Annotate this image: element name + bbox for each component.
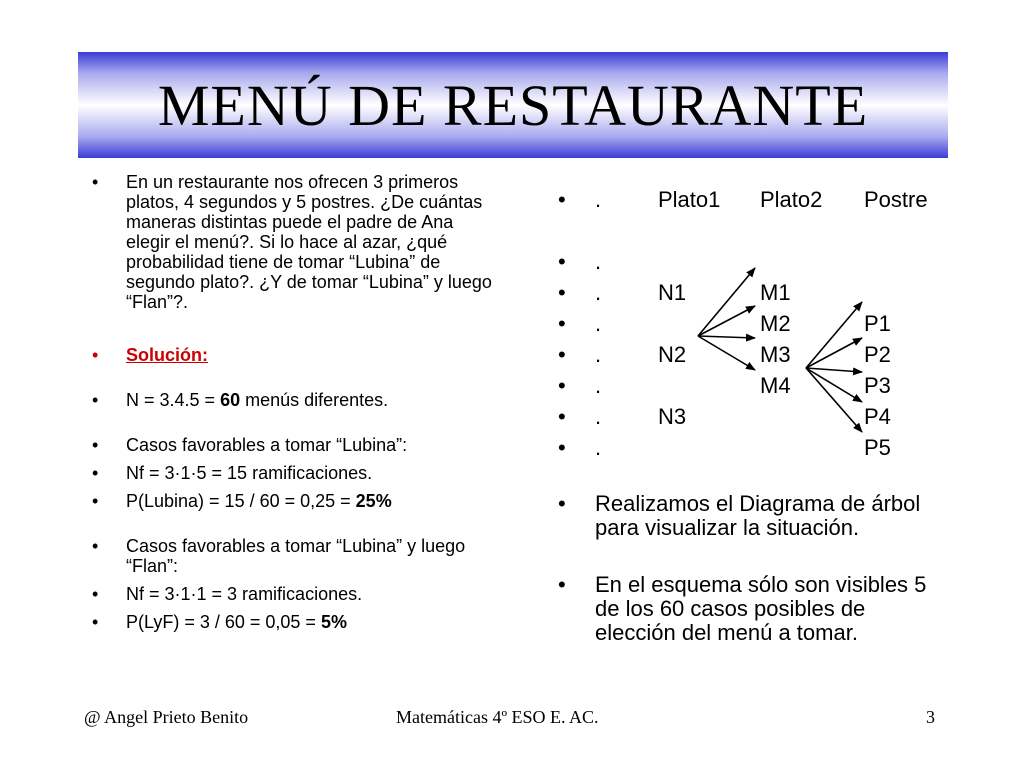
node-n2: N2 xyxy=(658,342,687,367)
row-dot: . xyxy=(595,373,602,398)
note-diagram xyxy=(558,492,948,540)
node-n3: N3 xyxy=(658,404,687,429)
bullet: • xyxy=(558,187,566,212)
bullet: • xyxy=(558,373,566,398)
bullet: • xyxy=(558,342,566,367)
bullet: • xyxy=(558,491,566,516)
note-text: Realizamos el Diagrama de árbol para visualizar la situación. xyxy=(595,491,921,540)
bullet: • xyxy=(558,404,566,429)
row-dot: . xyxy=(595,311,602,336)
bullet: • xyxy=(558,572,566,597)
solution-heading xyxy=(92,345,502,365)
diagram-row xyxy=(558,432,958,463)
node-m1: M1 xyxy=(760,280,791,305)
bullet: • xyxy=(92,345,99,365)
problem-statement xyxy=(92,172,502,312)
case1-p-value: 25% xyxy=(355,491,392,511)
diagram-row xyxy=(558,308,958,339)
solution-label: Solución: xyxy=(126,345,208,365)
bullet: • xyxy=(92,612,99,632)
tree-diagram-table xyxy=(558,184,958,463)
case2-probability xyxy=(92,612,502,632)
diagram-header-row xyxy=(558,184,958,215)
case2-p-value: 5% xyxy=(320,612,347,632)
total-suffix: menús diferentes. xyxy=(240,390,389,410)
footer-page-number: 3 xyxy=(926,707,935,727)
diagram-row xyxy=(558,401,958,432)
header-plato1: Plato1 xyxy=(658,187,721,212)
bullet: • xyxy=(92,390,99,410)
case1-probability xyxy=(92,491,502,511)
note-visible-cases xyxy=(558,573,948,645)
row-dot: . xyxy=(595,435,602,460)
bullet: • xyxy=(558,249,566,274)
node-m4: M4 xyxy=(760,373,791,398)
total-value: 60 xyxy=(220,390,241,410)
bullet: • xyxy=(92,435,99,455)
node-p2: P2 xyxy=(864,342,891,367)
bullet: • xyxy=(558,280,566,305)
row-dot: . xyxy=(595,249,602,274)
row-dot: . xyxy=(595,404,602,429)
node-p3: P3 xyxy=(864,373,891,398)
diagram-row xyxy=(558,277,958,308)
node-m2: M2 xyxy=(760,311,791,336)
case1-title-text: Casos favorables a tomar “Lubina”: xyxy=(126,435,408,455)
case1-title xyxy=(92,435,502,455)
bullet: • xyxy=(558,435,566,460)
problem-intro-text: En un restaurante nos ofrecen 3 primeros platos, 4 segundos y 5 postres. ¿De cuántas maneras distintas puede el padre de Ana elegir el menú?. Si lo hace al azar, ¿qué probabilidad tiene de tomar “Lubina” de segundo plato?. ¿Y de tomar “Lubina” y luego “Flan”?. xyxy=(126,172,492,312)
node-p1: P1 xyxy=(864,311,891,336)
total-menus xyxy=(92,390,502,410)
total-prefix: N = 3.4.5 = xyxy=(126,390,221,410)
row-dot: . xyxy=(595,187,602,212)
diagram-row xyxy=(558,339,958,370)
bullet: • xyxy=(92,463,99,483)
case1-p-prefix: P(Lubina) = 15 / 60 = 0,25 = xyxy=(126,491,356,511)
case2-nf xyxy=(92,584,502,604)
header-postre: Postre xyxy=(864,187,928,212)
node-p5: P5 xyxy=(864,435,891,460)
row-dot: . xyxy=(595,280,602,305)
case2-title xyxy=(92,536,502,576)
case2-p-prefix: P(LyF) = 3 / 60 = 0,05 = xyxy=(126,612,321,632)
case2-title-text: Casos favorables a tomar “Lubina” y luego “Flan”: xyxy=(126,536,466,576)
bullet: • xyxy=(92,536,99,556)
row-dot: . xyxy=(595,342,602,367)
page-title: MENÚ DE RESTAURANTE xyxy=(157,72,869,138)
bullet: • xyxy=(558,311,566,336)
node-m3: M3 xyxy=(760,342,791,367)
note-text: En el esquema sólo son visibles 5 de los 60 casos posibles de elección del menú a tomar. xyxy=(595,572,927,645)
case1-nf xyxy=(92,463,502,483)
title-banner xyxy=(78,52,948,158)
case1-nf-text: Nf = 3·1·5 = 15 ramificaciones. xyxy=(126,463,373,483)
bullet: • xyxy=(92,584,99,604)
diagram-row xyxy=(558,246,958,277)
diagram-row xyxy=(558,370,958,401)
problem-text-column xyxy=(92,172,502,632)
case2-nf-text: Nf = 3·1·1 = 3 ramificaciones. xyxy=(126,584,363,604)
bullet: • xyxy=(92,172,99,192)
footer-author: @ Angel Prieto Benito xyxy=(84,707,249,727)
bullet: • xyxy=(92,491,99,511)
node-n1: N1 xyxy=(658,280,687,305)
header-plato2: Plato2 xyxy=(760,187,823,212)
node-p4: P4 xyxy=(864,404,891,429)
footer-course: Matemáticas 4º ESO E. AC. xyxy=(396,707,599,727)
